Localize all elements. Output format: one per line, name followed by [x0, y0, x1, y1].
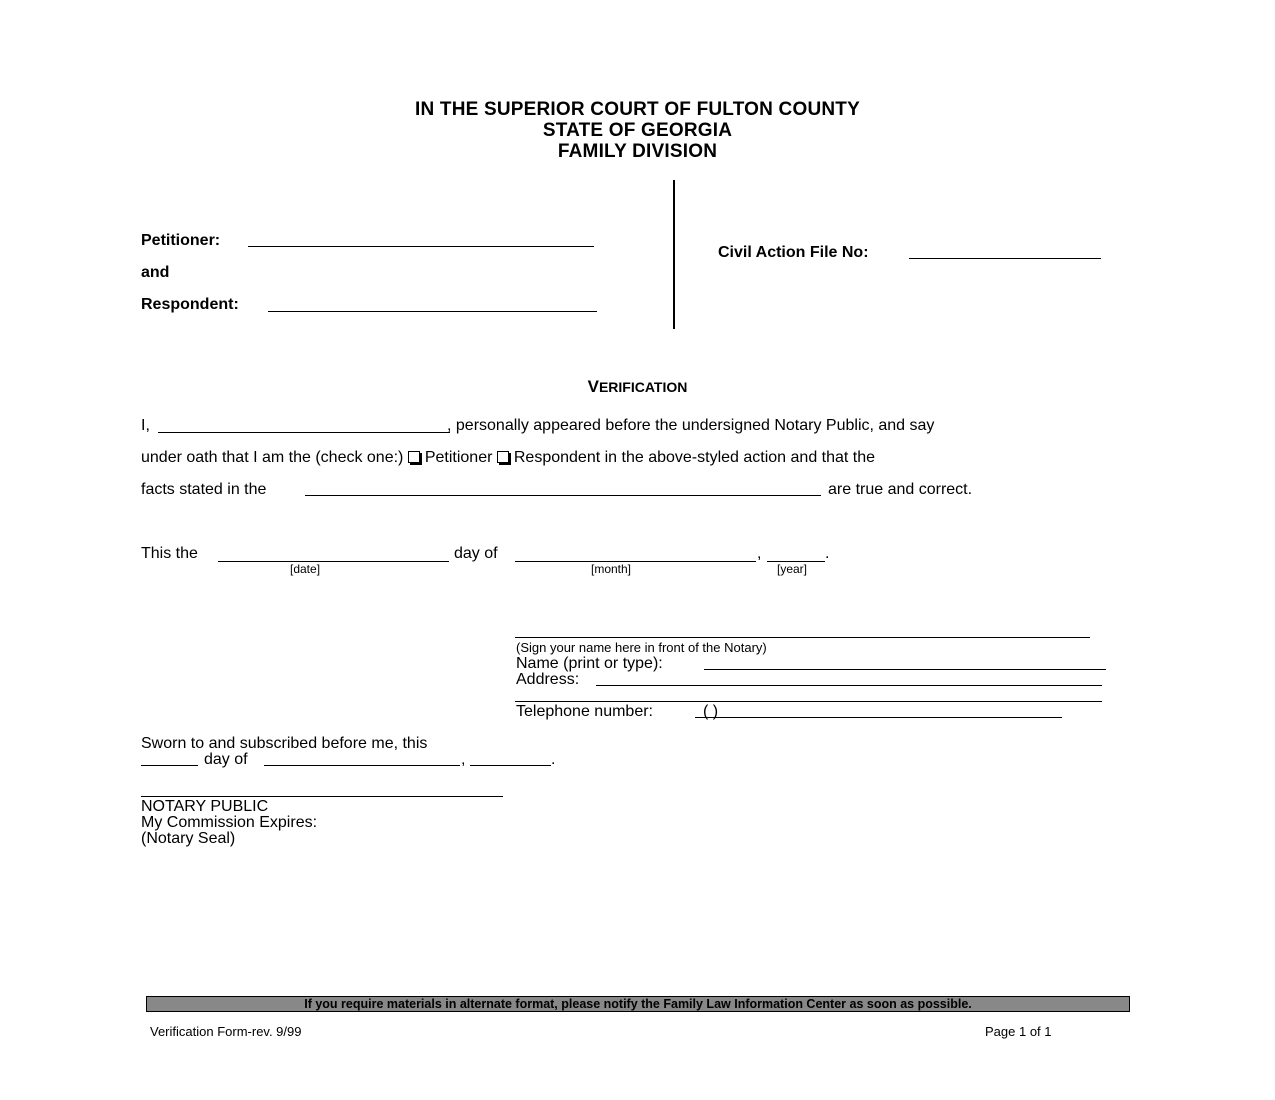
respondent-field[interactable]: [268, 311, 597, 312]
telephone-field[interactable]: [695, 717, 1062, 718]
month-field[interactable]: [515, 561, 756, 562]
body-line2-end: in the above-styled action and that the: [604, 449, 876, 466]
respondent-checkbox[interactable]: [497, 451, 509, 463]
division-name: FAMILY DIVISION: [557, 141, 718, 162]
notary-period: .: [551, 751, 556, 768]
petitioner-option[interactable]: [408, 449, 493, 466]
notary-day-field[interactable]: [141, 765, 198, 766]
notary-month-field[interactable]: [264, 765, 460, 766]
notary-seal-label: (Notary Seal): [141, 830, 236, 847]
file-no-label: Civil Action File No:: [718, 244, 869, 261]
form-title: [0, 377, 1275, 397]
notary-public-label: NOTARY PUBLIC: [141, 798, 269, 815]
address-field-2[interactable]: [515, 701, 1102, 702]
notary-comma: ,: [461, 751, 466, 768]
form-id: Verification Form-rev. 9/99: [150, 1024, 302, 1039]
sworn-line: Sworn to and subscribed before me, this: [141, 735, 428, 752]
notary-signature-field[interactable]: [141, 796, 503, 797]
date-period: .: [825, 545, 830, 562]
name-field[interactable]: [704, 669, 1106, 670]
address-field-1[interactable]: [596, 685, 1102, 686]
telephone-area-code: ( ): [703, 703, 719, 720]
respondent-option-label: Respondent: [513, 449, 601, 466]
document-name-field[interactable]: [305, 495, 821, 496]
body-line2: [141, 449, 875, 467]
affiant-name-field[interactable]: [158, 432, 450, 433]
address-label: Address:: [516, 671, 580, 688]
court-name: IN THE SUPERIOR COURT OF FULTON COUNTY: [415, 99, 860, 120]
petitioner-field[interactable]: [248, 246, 594, 247]
year-caption: [year]: [777, 562, 808, 576]
file-no-field[interactable]: [909, 258, 1101, 259]
day-of-label: day of: [454, 545, 498, 562]
telephone-label: Telephone number:: [516, 703, 653, 720]
body-line1-end: , personally appeared before the undersigned Notary Public, and say: [447, 417, 935, 434]
notary-day-of-label: day of: [204, 751, 248, 768]
date-field[interactable]: [218, 561, 449, 562]
state-name: STATE OF GEORGIA: [542, 120, 733, 141]
body-line3-end: are true and correct.: [828, 481, 973, 498]
body-line1-start: I,: [141, 417, 150, 434]
petitioner-label: Petitioner:: [141, 232, 221, 249]
this-the-label: This the: [141, 545, 198, 562]
sign-note: (Sign your name here in front of the Notary): [516, 640, 767, 655]
alternate-format-banner: If you require materials in alternate format, please notify the Family Law Information Center as soon as possible.: [146, 996, 1130, 1012]
commission-label: My Commission Expires:: [141, 814, 318, 831]
petitioner-option-label: Petitioner: [424, 449, 493, 466]
body-line3-start: facts stated in the: [141, 481, 267, 498]
month-caption: [month]: [591, 562, 632, 576]
signature-field[interactable]: [515, 637, 1090, 638]
respondent-option[interactable]: [497, 449, 600, 466]
and-label: and: [141, 264, 170, 281]
name-label: Name (print or type):: [516, 655, 663, 672]
notary-year-field[interactable]: [470, 765, 551, 766]
date-comma: ,: [757, 545, 762, 562]
petitioner-checkbox[interactable]: [408, 451, 420, 463]
form-title-initial: V: [587, 377, 599, 396]
form-title-rest: ERIFICATION: [598, 379, 688, 395]
caption-divider: [673, 180, 675, 329]
body-line2-start: under oath that I am the (check one:): [141, 449, 404, 466]
respondent-label: Respondent:: [141, 296, 239, 313]
page-number: Page 1 of 1: [985, 1024, 1052, 1039]
date-caption: [date]: [290, 562, 321, 576]
